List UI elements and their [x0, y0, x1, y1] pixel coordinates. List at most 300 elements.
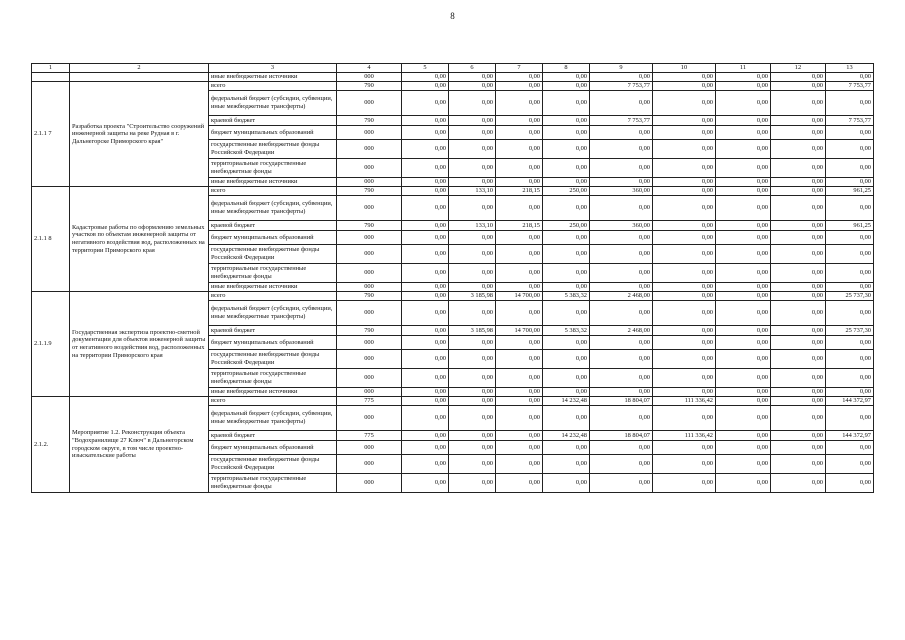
table-row [32, 397, 874, 406]
funding-source: всего [209, 187, 337, 196]
funding-source: государственные внебюджетные фонды Российской Федерации [209, 140, 337, 159]
amount-cell: 25 737,30 [826, 326, 874, 336]
budget-code: 790 [337, 82, 402, 91]
amount-cell: 0,00 [402, 301, 449, 326]
amount-cell: 0,00 [543, 283, 590, 292]
funding-source: территориальные государственные внебюджетные фонды [209, 369, 337, 388]
amount-cell: 360,00 [590, 221, 653, 231]
amount-cell: 0,00 [496, 350, 543, 369]
funding-source: всего [209, 397, 337, 406]
amount-cell: 0,00 [716, 474, 771, 493]
amount-cell: 0,00 [402, 397, 449, 406]
amount-cell: 961,25 [826, 187, 874, 196]
amount-cell: 0,00 [449, 196, 496, 221]
amount-cell: 0,00 [402, 221, 449, 231]
amount-cell: 0,00 [496, 264, 543, 283]
amount-cell: 0,00 [771, 196, 826, 221]
amount-cell: 0,00 [716, 221, 771, 231]
amount-cell: 0,00 [826, 350, 874, 369]
funding-source: территориальные государственные внебюджетные фонды [209, 159, 337, 178]
page-number: 8 [450, 11, 455, 21]
column-header: 4 [337, 64, 402, 73]
amount-cell: 0,00 [826, 283, 874, 292]
budget-code: 790 [337, 221, 402, 231]
amount-cell: 0,00 [716, 369, 771, 388]
budget-code: 000 [337, 406, 402, 431]
amount-cell: 0,00 [716, 126, 771, 140]
amount-cell: 0,00 [826, 301, 874, 326]
amount-cell: 0,00 [590, 406, 653, 431]
budget-code: 000 [337, 350, 402, 369]
amount-cell: 360,00 [590, 187, 653, 196]
amount-cell: 0,00 [543, 474, 590, 493]
amount-cell: 0,00 [449, 140, 496, 159]
column-header: 9 [590, 64, 653, 73]
amount-cell: 0,00 [449, 283, 496, 292]
amount-cell: 250,00 [543, 187, 590, 196]
amount-cell: 0,00 [771, 116, 826, 126]
amount-cell: 0,00 [449, 82, 496, 91]
amount-cell: 0,00 [716, 187, 771, 196]
amount-cell: 0,00 [449, 350, 496, 369]
item-name: Кадастровые работы по оформлению земельных участков по объектам инженерной защиты от негативного воздействия вод, расположенных на территории Приморского края [70, 187, 209, 292]
amount-cell: 0,00 [449, 397, 496, 406]
budget-code: 000 [337, 178, 402, 187]
funding-source: государственные внебюджетные фонды Российской Федерации [209, 350, 337, 369]
amount-cell: 0,00 [590, 441, 653, 455]
amount-cell: 0,00 [653, 91, 716, 116]
amount-cell: 111 336,42 [653, 397, 716, 406]
amount-cell: 0,00 [496, 431, 543, 441]
table-row [32, 187, 874, 196]
amount-cell: 133,10 [449, 221, 496, 231]
budget-code: 000 [337, 455, 402, 474]
amount-cell: 0,00 [771, 178, 826, 187]
amount-cell: 0,00 [771, 388, 826, 397]
amount-cell: 0,00 [653, 159, 716, 178]
amount-cell: 0,00 [496, 140, 543, 159]
amount-cell: 0,00 [826, 369, 874, 388]
funding-source: государственные внебюджетные фонды Российской Федерации [209, 245, 337, 264]
amount-cell: 14 700,00 [496, 292, 543, 301]
amount-cell: 0,00 [402, 245, 449, 264]
amount-cell: 0,00 [771, 350, 826, 369]
amount-cell: 0,00 [449, 406, 496, 431]
amount-cell: 218,15 [496, 187, 543, 196]
funding-source: федеральный бюджет (субсидии, субвенции, иные межбюджетные трансферты) [209, 406, 337, 431]
amount-cell: 7 753,77 [590, 116, 653, 126]
column-header: 3 [209, 64, 337, 73]
amount-cell: 0,00 [496, 336, 543, 350]
amount-cell: 0,00 [496, 301, 543, 326]
column-header: 1 [32, 64, 70, 73]
amount-cell: 0,00 [653, 196, 716, 221]
funding-source: бюджет муниципальных образований [209, 126, 337, 140]
amount-cell: 0,00 [402, 187, 449, 196]
amount-cell: 0,00 [716, 336, 771, 350]
amount-cell: 111 336,42 [653, 431, 716, 441]
amount-cell: 0,00 [496, 91, 543, 116]
amount-cell: 0,00 [653, 231, 716, 245]
amount-cell: 0,00 [653, 73, 716, 82]
amount-cell: 0,00 [496, 455, 543, 474]
amount-cell: 0,00 [653, 292, 716, 301]
amount-cell: 0,00 [771, 159, 826, 178]
amount-cell: 0,00 [771, 73, 826, 82]
amount-cell: 144 372,97 [826, 397, 874, 406]
amount-cell: 0,00 [716, 245, 771, 264]
amount-cell: 0,00 [716, 455, 771, 474]
amount-cell: 0,00 [653, 140, 716, 159]
amount-cell: 0,00 [402, 326, 449, 336]
amount-cell: 0,00 [543, 264, 590, 283]
item-name [70, 73, 209, 82]
amount-cell: 0,00 [402, 140, 449, 159]
funding-source: территориальные государственные внебюджетные фонды [209, 264, 337, 283]
amount-cell: 0,00 [402, 350, 449, 369]
amount-cell: 14 232,48 [543, 431, 590, 441]
amount-cell: 5 383,32 [543, 292, 590, 301]
amount-cell: 218,15 [496, 221, 543, 231]
amount-cell: 18 804,07 [590, 397, 653, 406]
amount-cell: 0,00 [771, 397, 826, 406]
budget-code: 790 [337, 187, 402, 196]
amount-cell: 0,00 [771, 431, 826, 441]
amount-cell: 0,00 [402, 283, 449, 292]
item-number: 2.1.1 8 [32, 187, 70, 292]
amount-cell: 0,00 [716, 292, 771, 301]
amount-cell: 0,00 [496, 126, 543, 140]
amount-cell: 0,00 [402, 455, 449, 474]
amount-cell: 0,00 [826, 178, 874, 187]
amount-cell: 0,00 [771, 406, 826, 431]
amount-cell: 0,00 [826, 91, 874, 116]
amount-cell: 0,00 [716, 91, 771, 116]
funding-source: краевой бюджет [209, 431, 337, 441]
budget-code: 775 [337, 397, 402, 406]
column-header: 10 [653, 64, 716, 73]
amount-cell: 0,00 [590, 231, 653, 245]
amount-cell: 0,00 [771, 82, 826, 91]
amount-cell: 0,00 [826, 264, 874, 283]
table-row [32, 82, 874, 91]
amount-cell: 0,00 [543, 140, 590, 159]
amount-cell: 0,00 [653, 82, 716, 91]
item-number: 2.1.1.9 [32, 292, 70, 397]
amount-cell: 0,00 [449, 431, 496, 441]
amount-cell: 0,00 [449, 336, 496, 350]
column-header: 13 [826, 64, 874, 73]
amount-cell: 18 804,07 [590, 431, 653, 441]
amount-cell: 0,00 [771, 474, 826, 493]
amount-cell: 0,00 [402, 441, 449, 455]
amount-cell: 0,00 [716, 73, 771, 82]
amount-cell: 0,00 [543, 73, 590, 82]
amount-cell: 0,00 [449, 388, 496, 397]
amount-cell: 0,00 [826, 159, 874, 178]
amount-cell: 0,00 [449, 91, 496, 116]
amount-cell: 0,00 [653, 326, 716, 336]
amount-cell: 0,00 [716, 431, 771, 441]
amount-cell: 0,00 [543, 336, 590, 350]
amount-cell: 0,00 [543, 455, 590, 474]
budget-code: 000 [337, 140, 402, 159]
budget-code: 790 [337, 292, 402, 301]
funding-source: краевой бюджет [209, 326, 337, 336]
amount-cell: 0,00 [543, 231, 590, 245]
amount-cell: 0,00 [543, 441, 590, 455]
item-name: Разработка проекта "Строительство сооружений инженерной защиты на реке Рудная в г. Дальнегорске Приморского края" [70, 82, 209, 187]
amount-cell: 0,00 [402, 292, 449, 301]
amount-cell: 0,00 [590, 159, 653, 178]
amount-cell: 0,00 [716, 326, 771, 336]
amount-cell: 0,00 [590, 245, 653, 264]
amount-cell: 0,00 [653, 283, 716, 292]
amount-cell: 0,00 [449, 126, 496, 140]
amount-cell: 0,00 [543, 91, 590, 116]
amount-cell: 961,25 [826, 221, 874, 231]
amount-cell: 0,00 [402, 73, 449, 82]
amount-cell: 0,00 [543, 126, 590, 140]
budget-code: 000 [337, 283, 402, 292]
amount-cell: 0,00 [653, 441, 716, 455]
amount-cell: 0,00 [771, 140, 826, 159]
amount-cell: 0,00 [716, 140, 771, 159]
amount-cell: 0,00 [496, 369, 543, 388]
amount-cell: 0,00 [716, 388, 771, 397]
column-header: 2 [70, 64, 209, 73]
amount-cell: 0,00 [716, 441, 771, 455]
funding-source: территориальные государственные внебюджетные фонды [209, 474, 337, 493]
table-body [32, 73, 874, 493]
funding-source: государственные внебюджетные фонды Российской Федерации [209, 455, 337, 474]
funding-source: федеральный бюджет (субсидии, субвенции, иные межбюджетные трансферты) [209, 91, 337, 116]
amount-cell: 0,00 [826, 140, 874, 159]
amount-cell: 0,00 [449, 264, 496, 283]
amount-cell: 7 753,77 [590, 82, 653, 91]
budget-code: 000 [337, 301, 402, 326]
budget-code: 790 [337, 116, 402, 126]
amount-cell: 0,00 [449, 369, 496, 388]
amount-cell: 0,00 [496, 397, 543, 406]
amount-cell: 0,00 [449, 474, 496, 493]
amount-cell: 0,00 [543, 245, 590, 264]
amount-cell: 0,00 [402, 178, 449, 187]
amount-cell: 0,00 [653, 369, 716, 388]
budget-table [31, 63, 874, 493]
amount-cell: 0,00 [402, 91, 449, 116]
amount-cell: 0,00 [653, 301, 716, 326]
funding-source: всего [209, 82, 337, 91]
amount-cell: 0,00 [402, 82, 449, 91]
amount-cell: 0,00 [402, 474, 449, 493]
amount-cell: 0,00 [826, 231, 874, 245]
funding-source: иные внебюджетные источники [209, 388, 337, 397]
amount-cell: 0,00 [771, 126, 826, 140]
amount-cell: 0,00 [496, 116, 543, 126]
amount-cell: 7 753,77 [826, 82, 874, 91]
amount-cell: 0,00 [590, 178, 653, 187]
amount-cell: 0,00 [653, 388, 716, 397]
amount-cell: 0,00 [826, 196, 874, 221]
amount-cell: 0,00 [716, 159, 771, 178]
amount-cell: 0,00 [402, 406, 449, 431]
amount-cell: 0,00 [716, 350, 771, 369]
amount-cell: 0,00 [449, 455, 496, 474]
amount-cell: 0,00 [771, 283, 826, 292]
amount-cell: 0,00 [543, 388, 590, 397]
amount-cell: 0,00 [771, 455, 826, 474]
amount-cell: 250,00 [543, 221, 590, 231]
budget-code: 000 [337, 264, 402, 283]
amount-cell: 0,00 [496, 73, 543, 82]
amount-cell: 0,00 [543, 196, 590, 221]
amount-cell: 7 753,77 [826, 116, 874, 126]
amount-cell: 0,00 [402, 116, 449, 126]
column-header: 8 [543, 64, 590, 73]
amount-cell: 0,00 [496, 406, 543, 431]
amount-cell: 133,10 [449, 187, 496, 196]
amount-cell: 0,00 [496, 159, 543, 178]
funding-source: бюджет муниципальных образований [209, 336, 337, 350]
amount-cell: 0,00 [543, 350, 590, 369]
item-number [32, 73, 70, 82]
amount-cell: 0,00 [402, 336, 449, 350]
amount-cell: 0,00 [590, 301, 653, 326]
amount-cell: 0,00 [590, 264, 653, 283]
budget-code: 775 [337, 431, 402, 441]
amount-cell: 0,00 [826, 455, 874, 474]
amount-cell: 0,00 [771, 264, 826, 283]
budget-code: 000 [337, 336, 402, 350]
amount-cell: 0,00 [771, 326, 826, 336]
column-header: 5 [402, 64, 449, 73]
amount-cell: 0,00 [496, 388, 543, 397]
item-number: 2.1.2. [32, 397, 70, 493]
amount-cell: 0,00 [716, 231, 771, 245]
amount-cell: 0,00 [402, 264, 449, 283]
amount-cell: 0,00 [543, 301, 590, 326]
amount-cell: 0,00 [402, 126, 449, 140]
budget-code: 000 [337, 369, 402, 388]
funding-source: иные внебюджетные источники [209, 178, 337, 187]
amount-cell: 0,00 [590, 350, 653, 369]
amount-cell: 0,00 [771, 369, 826, 388]
amount-cell: 0,00 [653, 245, 716, 264]
amount-cell: 0,00 [590, 196, 653, 221]
amount-cell: 0,00 [543, 369, 590, 388]
column-header: 12 [771, 64, 826, 73]
column-header: 11 [716, 64, 771, 73]
amount-cell: 0,00 [590, 455, 653, 474]
budget-code: 000 [337, 231, 402, 245]
amount-cell: 0,00 [653, 455, 716, 474]
amount-cell: 144 372,97 [826, 431, 874, 441]
funding-source: краевой бюджет [209, 116, 337, 126]
amount-cell: 5 383,32 [543, 326, 590, 336]
amount-cell: 0,00 [449, 301, 496, 326]
amount-cell: 0,00 [590, 336, 653, 350]
amount-cell: 0,00 [496, 196, 543, 221]
amount-cell: 0,00 [826, 406, 874, 431]
funding-source: иные внебюджетные источники [209, 283, 337, 292]
amount-cell: 25 737,30 [826, 292, 874, 301]
amount-cell: 0,00 [402, 159, 449, 178]
budget-code: 790 [337, 326, 402, 336]
amount-cell: 0,00 [653, 126, 716, 140]
amount-cell: 0,00 [590, 369, 653, 388]
amount-cell: 0,00 [543, 82, 590, 91]
amount-cell: 3 185,98 [449, 326, 496, 336]
column-header: 6 [449, 64, 496, 73]
amount-cell: 0,00 [543, 159, 590, 178]
budget-code: 000 [337, 73, 402, 82]
amount-cell: 0,00 [771, 292, 826, 301]
amount-cell: 0,00 [826, 474, 874, 493]
budget-code: 000 [337, 196, 402, 221]
amount-cell: 0,00 [653, 264, 716, 283]
amount-cell: 0,00 [653, 406, 716, 431]
funding-source: бюджет муниципальных образований [209, 231, 337, 245]
item-name: Мероприятие 1.2. Реконструкция объекта "Водохранилище 27 Ключ" в Дальнегорском городском округе, в том числе проектно-изыскательские работы [70, 397, 209, 493]
amount-cell: 0,00 [449, 116, 496, 126]
funding-source: иные внебюджетные источники [209, 73, 337, 82]
amount-cell: 0,00 [653, 221, 716, 231]
amount-cell: 0,00 [826, 126, 874, 140]
amount-cell: 0,00 [716, 397, 771, 406]
amount-cell: 0,00 [653, 178, 716, 187]
budget-code: 000 [337, 474, 402, 493]
amount-cell: 0,00 [402, 388, 449, 397]
amount-cell: 0,00 [402, 196, 449, 221]
amount-cell: 0,00 [771, 221, 826, 231]
amount-cell: 0,00 [496, 231, 543, 245]
amount-cell: 0,00 [402, 369, 449, 388]
amount-cell: 0,00 [590, 73, 653, 82]
amount-cell: 0,00 [653, 350, 716, 369]
amount-cell: 0,00 [402, 431, 449, 441]
funding-source: федеральный бюджет (субсидии, субвенции, иные межбюджетные трансферты) [209, 196, 337, 221]
amount-cell: 0,00 [449, 231, 496, 245]
amount-cell: 0,00 [716, 283, 771, 292]
amount-cell: 0,00 [653, 116, 716, 126]
amount-cell: 0,00 [543, 178, 590, 187]
amount-cell: 0,00 [590, 126, 653, 140]
amount-cell: 0,00 [590, 388, 653, 397]
budget-code: 000 [337, 91, 402, 116]
amount-cell: 0,00 [590, 140, 653, 159]
amount-cell: 0,00 [402, 231, 449, 245]
amount-cell: 0,00 [716, 82, 771, 91]
amount-cell: 0,00 [716, 301, 771, 326]
amount-cell: 0,00 [543, 116, 590, 126]
amount-cell: 0,00 [826, 336, 874, 350]
amount-cell: 0,00 [716, 406, 771, 431]
amount-cell: 2 468,00 [590, 292, 653, 301]
amount-cell: 0,00 [449, 441, 496, 455]
amount-cell: 0,00 [771, 245, 826, 264]
amount-cell: 0,00 [496, 474, 543, 493]
amount-cell: 0,00 [496, 82, 543, 91]
amount-cell: 0,00 [590, 91, 653, 116]
amount-cell: 0,00 [826, 73, 874, 82]
amount-cell: 0,00 [496, 283, 543, 292]
budget-code: 000 [337, 245, 402, 264]
amount-cell: 0,00 [449, 245, 496, 264]
funding-source: федеральный бюджет (субсидии, субвенции, иные межбюджетные трансферты) [209, 301, 337, 326]
amount-cell: 0,00 [771, 91, 826, 116]
budget-code: 000 [337, 388, 402, 397]
